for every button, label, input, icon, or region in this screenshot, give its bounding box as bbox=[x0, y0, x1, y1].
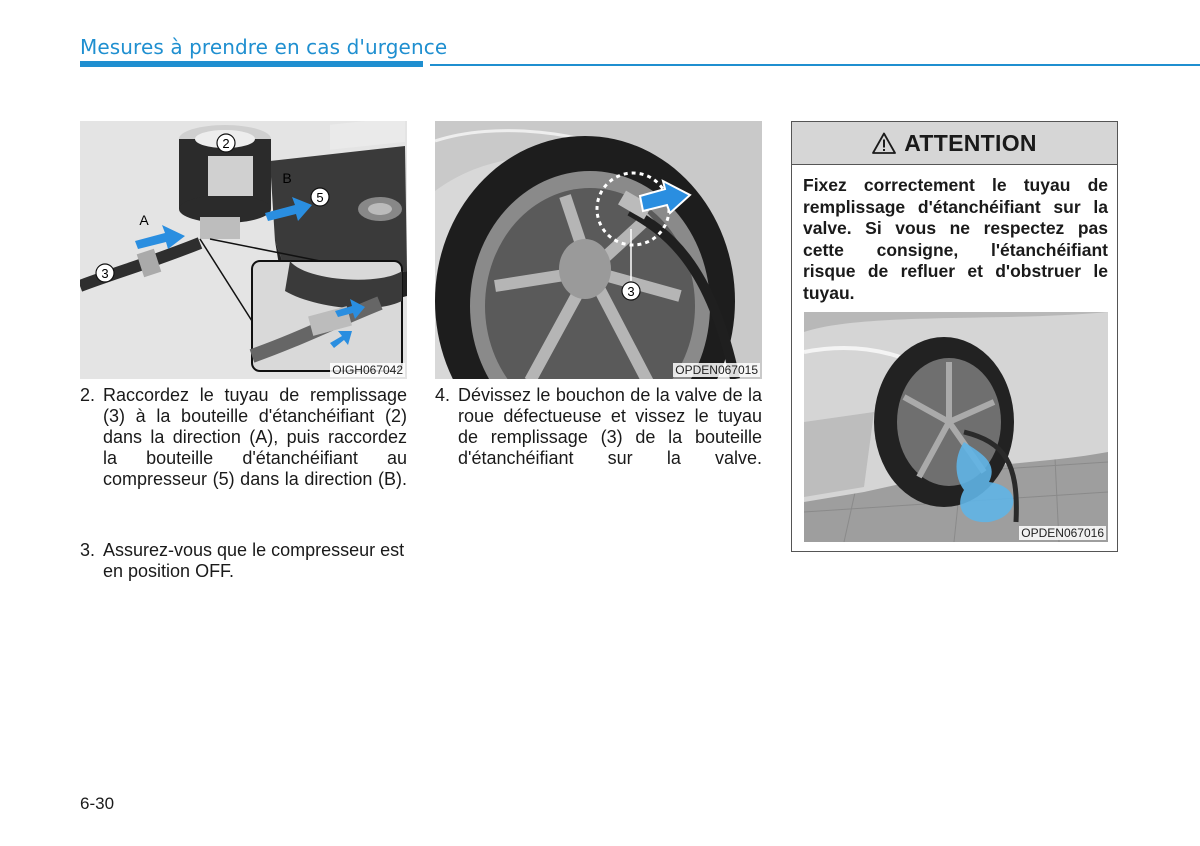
step-2 bbox=[80, 385, 407, 511]
callout-5: 5 bbox=[316, 190, 324, 205]
callout-2: 2 bbox=[222, 136, 230, 151]
attention-header bbox=[792, 122, 1117, 165]
attention-box bbox=[791, 121, 1118, 552]
warning-triangle-icon bbox=[872, 132, 896, 154]
page-header-title: Mesures à prendre en cas d'urgence bbox=[80, 35, 448, 59]
step-number: 2. bbox=[80, 385, 96, 405]
attention-text: Fixez correctement le tuyau de remplissage d'étanchéifiant sur la valve. Si vous ne respectez pas cette consigne, l'étanchéifiant risque de refluer et d'obstruer le tuyau. bbox=[803, 175, 1108, 303]
header-rule-thin bbox=[430, 64, 1200, 66]
figure-wheel-valve bbox=[435, 121, 762, 379]
step-number: 3. bbox=[80, 540, 96, 560]
attention-title: ATTENTION bbox=[904, 129, 1037, 156]
step-text: Raccordez le tuyau de remplissage (3) à la bouteille d'étanchéifiant (2) dans la direction (A), puis raccordez la bouteille d'étanchéifiant au compresseur (5) dans la direction (B). bbox=[103, 385, 407, 489]
compressor-illustration bbox=[80, 121, 407, 379]
step-number: 4. bbox=[435, 385, 451, 405]
step-text: Dévissez le bouchon de la valve de la roue défectueuse et vissez le tuyau de remplissage (3) de la bouteille d'étanchéifiant sur la valve. bbox=[458, 385, 762, 468]
header-rule-thick bbox=[80, 61, 423, 67]
step-4 bbox=[435, 385, 762, 490]
figure-compressor-connection bbox=[80, 121, 407, 379]
direction-label-a: A bbox=[139, 212, 149, 228]
figure-code: OPDEN067016 bbox=[1021, 526, 1104, 540]
figure-sealant-leak bbox=[804, 312, 1108, 542]
wheel-illustration bbox=[435, 121, 762, 379]
figure-code: OPDEN067015 bbox=[675, 363, 758, 377]
page-number: 6-30 bbox=[80, 794, 115, 813]
sealant-leak-illustration bbox=[804, 312, 1108, 542]
callout-3: 3 bbox=[101, 266, 109, 281]
step-3 bbox=[80, 540, 407, 582]
callout-3: 3 bbox=[627, 284, 635, 299]
figure-code: OIGH067042 bbox=[332, 363, 403, 377]
step-text: Assurez-vous que le compresseur est en position OFF. bbox=[103, 540, 405, 581]
direction-label-b: B bbox=[282, 170, 292, 186]
